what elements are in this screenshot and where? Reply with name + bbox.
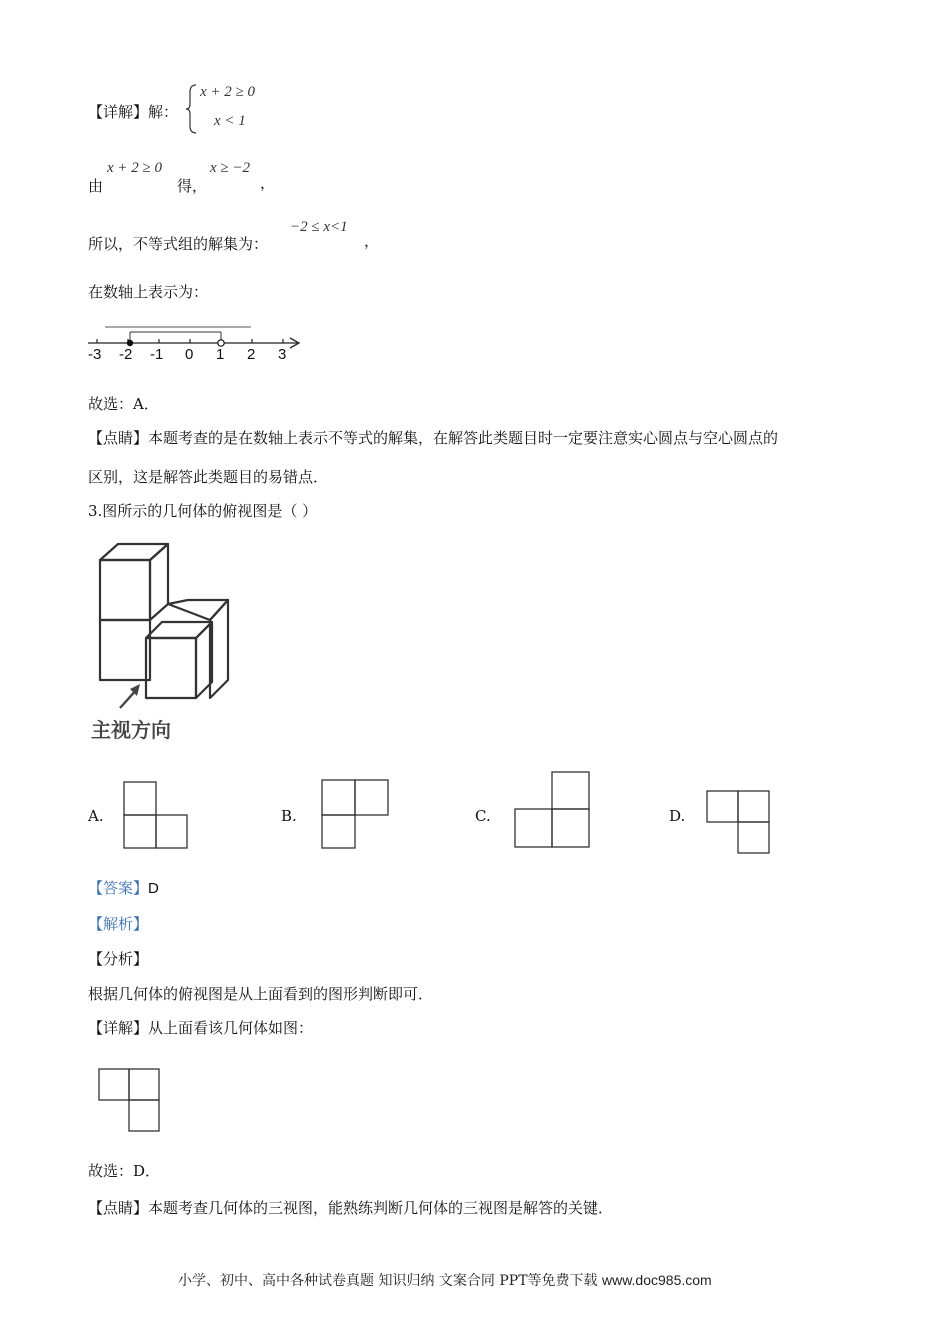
footer (178, 1270, 712, 1290)
system-line-2: x < 1 (214, 113, 246, 129)
step1-expr2: x ≥ −2 (210, 160, 251, 176)
option-c-label: C. (475, 807, 491, 825)
comment-2: 【点睛】本题考查几何体的三视图，能熟练判断几何体的三视图是解答的关键． (88, 1199, 614, 1217)
answer-line (88, 877, 159, 898)
footer-text: 小学、初中、高中各种试卷真题 知识归纳 文案合同 PPT等免费下载 (178, 1273, 598, 1289)
tick-label: 2 (247, 346, 256, 363)
option-b-label: B. (281, 807, 297, 825)
comment-1-line-2: 区别，这是解答此类题目的易错点． (88, 468, 329, 486)
system-line-1: x + 2 ≥ 0 (200, 84, 256, 100)
step1-prefix: 由 (88, 177, 104, 195)
answer-choice-1: 故选：A． (88, 395, 159, 413)
option-a-label: A. (88, 807, 104, 825)
step2-suffix: ， (364, 232, 380, 250)
step3-text: 在数轴上表示为： (88, 283, 209, 301)
answer-tag: 【答案】 (88, 879, 149, 897)
comment-1-line-1: 【点睛】本题考查的是在数轴上表示不等式的解集，在解答此类题目时一定要注意实心圆点与空心圆点的 (88, 429, 779, 447)
tick-label: 1 (216, 346, 225, 363)
detail-solution-label: 【详解】解： (88, 103, 179, 121)
brace-icon (186, 84, 198, 134)
step1-suffix: ， (260, 174, 276, 192)
tick-label: -3 (88, 346, 102, 363)
option-c-figure (514, 771, 592, 851)
tick-label: 3 (278, 346, 287, 363)
option-d-figure (706, 790, 772, 856)
number-line-labels (88, 346, 318, 366)
answer-choice-2: 故选：D． (88, 1162, 161, 1180)
detail-2-text: 【详解】从上面看该几何体如图： (88, 1019, 314, 1037)
top-view-figure (98, 1068, 162, 1134)
tick-label: 0 (185, 346, 194, 363)
footer-link[interactable]: www.doc985.com (601, 1272, 712, 1288)
step1-expr1: x + 2 ≥ 0 (107, 160, 163, 176)
option-b-figure (321, 779, 391, 851)
analysis-text: 根据几何体的俯视图是从上面看到的图形判断即可． (88, 985, 434, 1003)
option-d-label: D. (669, 807, 686, 825)
figure-caption: 主视方向 (91, 718, 171, 742)
tick-label: -1 (150, 346, 164, 363)
step1-mid: 得， (177, 177, 208, 195)
step2-prefix: 所以，不等式组的解集为： (88, 235, 269, 253)
analysis-tag: 【解析】 (88, 915, 149, 933)
tick-label: -2 (119, 346, 133, 363)
analysis-sub-tag: 【分析】 (88, 950, 149, 968)
cube-figure (90, 540, 240, 710)
step2-expr: −2 ≤ x<1 (290, 219, 348, 235)
answer-value: D (148, 880, 159, 897)
view-direction-arrow-icon (118, 682, 148, 712)
option-a-figure (123, 781, 189, 851)
question-3: 3.图所示的几何体的俯视图是（ ） (88, 502, 318, 520)
